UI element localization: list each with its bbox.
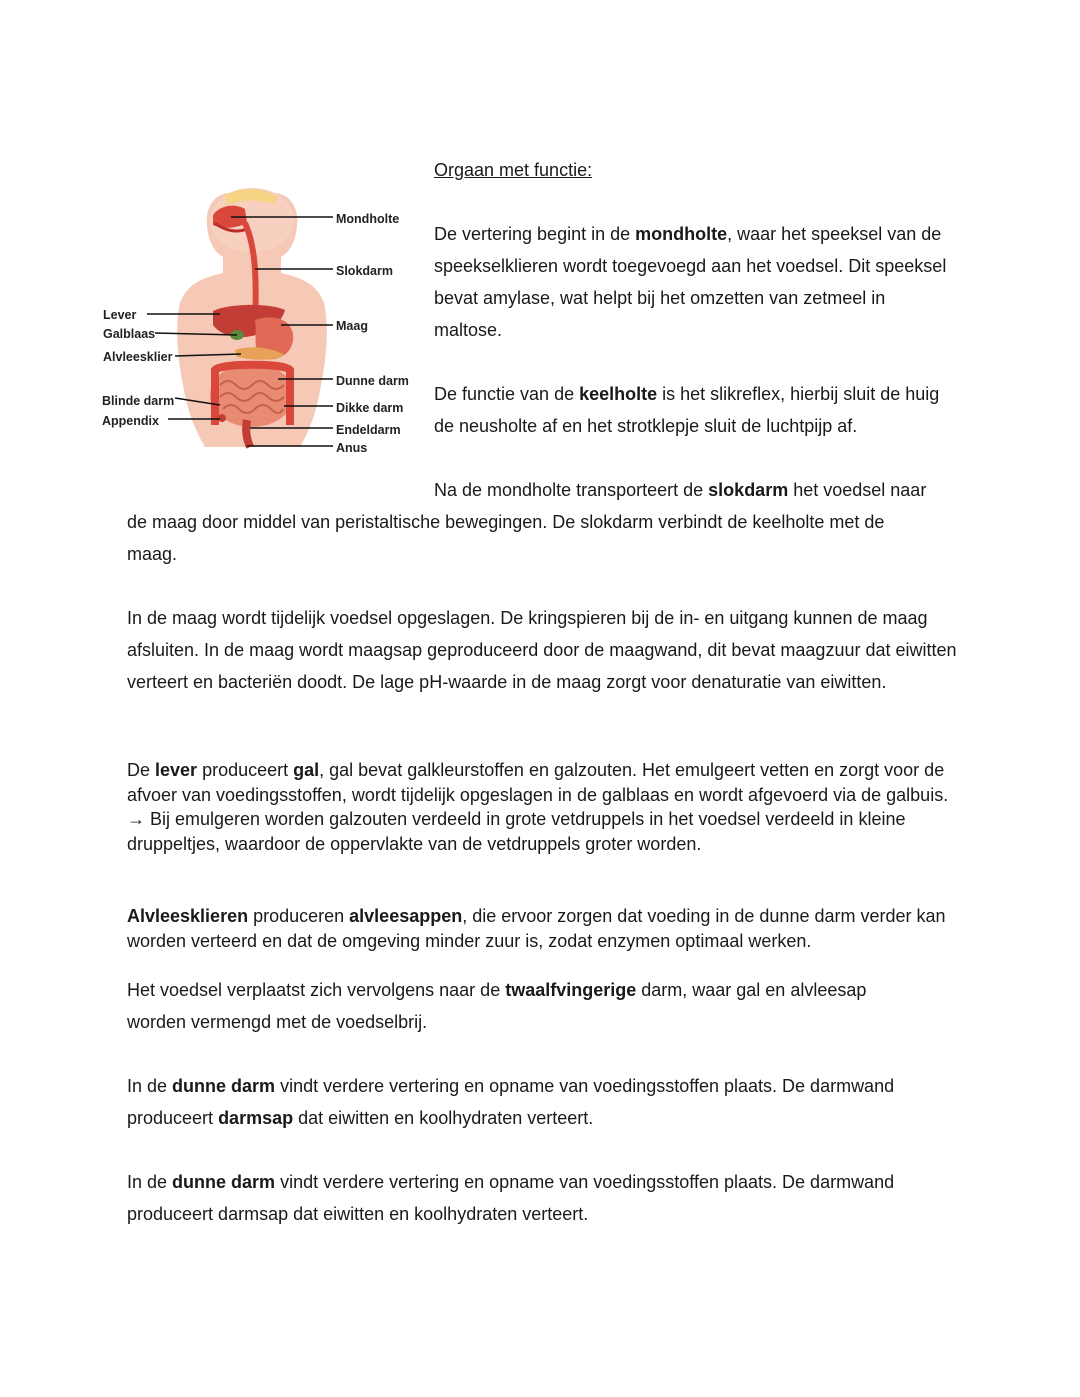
bold-term: dunne darm bbox=[172, 1172, 276, 1192]
text: De vertering begint in de bbox=[434, 224, 636, 244]
text: vindt verdere vertering en opname van voedingsstoffen plaats. De darmwand produceert darmsap dat eiwitten en koolhydraten verteert. bbox=[127, 1172, 895, 1224]
bold-term: slokdarm bbox=[708, 480, 789, 500]
label-lever: Lever bbox=[103, 308, 137, 322]
bold-term: lever bbox=[155, 760, 198, 780]
text: Het voedsel verplaatst zich vervolgens naar de bbox=[127, 980, 506, 1000]
text: produceert bbox=[197, 760, 294, 780]
label-dikke-darm: Dikke darm bbox=[336, 401, 404, 415]
text: In de bbox=[127, 1172, 173, 1192]
text: De bbox=[127, 760, 156, 780]
text: Na de mondholte transporteert de bbox=[434, 480, 709, 500]
text: , gal bevat galkleurstoffen en galzouten. Het emulgeert vetten en zorgt voor de afvoer van voedingsstoffen, wordt tijdelijk opgeslagen in de galblaas en wordt afgevoerd via de galbuis. bbox=[127, 760, 949, 805]
bold-term: mondholte bbox=[635, 224, 728, 244]
text: vindt verdere vertering en opname van voedingsstoffen plaats. De darmwand produceert bbox=[127, 1076, 895, 1128]
paragraph-slokdarm-line1 bbox=[434, 474, 974, 506]
text: het voedsel naar bbox=[788, 480, 927, 500]
bold-term: alvleesappen bbox=[349, 906, 463, 926]
paragraph-twaalfvingerige bbox=[127, 974, 927, 1038]
rectum-shape bbox=[246, 420, 250, 447]
text: is het slikreflex, hierbij sluit de huig de neusholte af en het strotklepje sluit de luchtpijp af. bbox=[434, 384, 940, 436]
text: , die ervoor zorgen dat voeding in de dunne darm verder kan worden verteerd en dat de omgeving minder zuur is, zodat enzymen optimaal werken. bbox=[127, 906, 946, 951]
label-maag: Maag bbox=[336, 319, 368, 333]
label-alvleesklier: Alvleesklier bbox=[103, 350, 173, 364]
paragraph-dunne-darm bbox=[127, 1070, 937, 1134]
label-endeldarm: Endeldarm bbox=[336, 423, 401, 437]
bold-term: Alvleesklieren bbox=[127, 906, 249, 926]
paragraph-maag: In de maag wordt tijdelijk voedsel opgeslagen. De kringspieren bij de in- en uitgang kunnen de maag afsluiten. In de maag wordt maagsap geproduceerd door de maagwand, dit bevat maagzuur dat eiwitten verteert en bacteriën doodt. De lage pH-waarde in de maag zorgt voor denaturatie van eiwitten. bbox=[127, 608, 957, 692]
bold-term: darmsap bbox=[218, 1108, 294, 1128]
bold-term: twaalfvingerige bbox=[505, 980, 637, 1000]
paragraph-mondholte bbox=[434, 218, 954, 346]
bold-term: dunne darm bbox=[172, 1076, 276, 1096]
label-anus: Anus bbox=[336, 441, 368, 455]
label-appendix: Appendix bbox=[102, 414, 159, 428]
label-blinde-darm: Blinde darm bbox=[102, 394, 175, 408]
paragraph-alvleesklieren bbox=[127, 904, 957, 953]
paragraph-dunne-darm-repeat bbox=[127, 1166, 937, 1230]
label-slokdarm: Slokdarm bbox=[336, 264, 393, 278]
paragraph-slokdarm-rest: de maag door middel van peristaltische bewegingen. De slokdarm verbindt de keelholte met de maag. bbox=[127, 512, 885, 564]
text: , waar het speeksel van de speekselklieren wordt toegevoegd aan het voedsel. Dit speeksel bevat amylase, wat helpt bij het omzetten van zetmeel in maltose. bbox=[434, 224, 947, 340]
digestive-system-diagram bbox=[95, 185, 415, 460]
text: De functie van de bbox=[434, 384, 580, 404]
bold-term: keelholte bbox=[579, 384, 658, 404]
label-mondholte: Mondholte bbox=[336, 212, 400, 226]
text: In de bbox=[127, 1076, 173, 1096]
paragraph-lever bbox=[127, 758, 957, 856]
label-galblaas: Galblaas bbox=[103, 327, 156, 341]
paragraph-keelholte bbox=[434, 378, 944, 442]
text: darm, waar gal en alvleesap worden vermengd met de voedselbrij. bbox=[127, 980, 867, 1032]
text: produceren bbox=[248, 906, 350, 926]
text: dat eiwitten en koolhydraten verteert. bbox=[293, 1108, 594, 1128]
label-dunne-darm: Dunne darm bbox=[336, 374, 409, 388]
bold-term: gal bbox=[293, 760, 320, 780]
section-heading: Orgaan met functie: bbox=[434, 160, 593, 180]
text: → Bij emulgeren worden galzouten verdeeld in grote vetdruppels in het voedsel verdeeld in kleine druppeltjes, waardoor de oppervlakte van de vetdruppels groter worden. bbox=[127, 809, 906, 854]
